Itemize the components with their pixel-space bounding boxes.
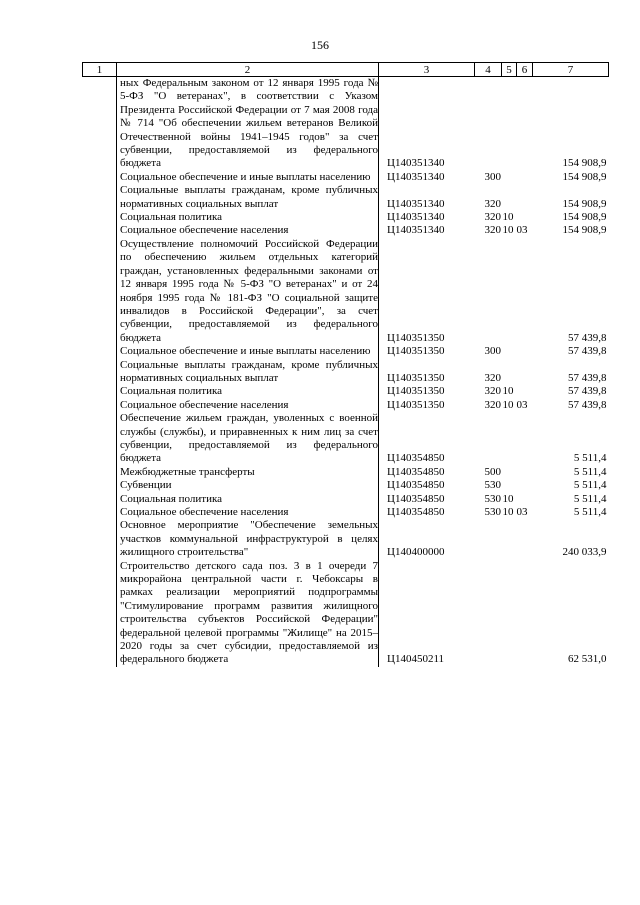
table-row (83, 519, 609, 559)
table-row (83, 506, 609, 519)
column-header: 5 (502, 63, 517, 77)
cell-amount: 5 511,4 (573, 506, 607, 518)
cell-name: Социальная политика (117, 493, 379, 506)
cell-target-article: Ц140354850 (387, 479, 445, 492)
cell-amount: 57 439,8 (568, 331, 607, 344)
cell-subsection (517, 466, 533, 479)
column-header: 2 (117, 63, 379, 77)
cell-section (502, 466, 517, 479)
column-header: 1 (83, 63, 117, 77)
table-row (83, 184, 609, 211)
cell-expense-type: 530 (484, 506, 501, 518)
cell-expense-type: 320 (484, 211, 501, 224)
cell-expense-type: 320 (484, 197, 501, 210)
cell-amount: 5 511,4 (573, 465, 607, 478)
cell-amount: 5 511,4 (573, 492, 607, 505)
column-header: 3 (379, 63, 475, 77)
cell-number (83, 171, 117, 184)
cell-number (83, 519, 117, 559)
cell-expense-type: 320 (484, 224, 501, 237)
cell-subsection (517, 560, 533, 667)
cell-expense-type: 530 (484, 492, 501, 505)
cell-subsection (517, 385, 533, 398)
cell-subsection (517, 479, 533, 492)
cell-expense-type (475, 238, 502, 345)
cell-name: Межбюджетные трансферты (117, 466, 379, 479)
cell-number (83, 224, 117, 237)
cell-amount: 154 908,9 (562, 197, 607, 210)
cell-target-article: Ц140351350 (387, 371, 445, 384)
cell-expense-type (475, 560, 502, 667)
cell-number (83, 345, 117, 358)
cell-section: 10 (502, 224, 514, 237)
header-row (83, 63, 609, 77)
table-row (83, 399, 609, 412)
cell-subsection (517, 412, 533, 466)
table-row (83, 359, 609, 386)
cell-expense-type: 320 (484, 398, 501, 411)
budget-table (82, 62, 609, 667)
cell-section: 10 (502, 211, 514, 224)
cell-section: 10 (502, 385, 514, 398)
cell-name: Социальное обеспечение и иные выплаты населению (117, 171, 379, 184)
cell-amount: 57 439,8 (568, 345, 607, 358)
cell-target-article: Ц140400000 (387, 546, 445, 559)
cell-name: Субвенции (117, 479, 379, 492)
cell-number (83, 359, 117, 386)
cell-name: Социальное обеспечение населения (117, 224, 379, 237)
cell-target-article: Ц140354850 (387, 506, 445, 518)
table-row (83, 385, 609, 398)
cell-number (83, 211, 117, 224)
cell-amount: 5 511,4 (573, 452, 607, 465)
cell-target-article: Ц140351350 (387, 385, 445, 398)
cell-expense-type (475, 519, 502, 559)
cell-name: Осуществление полномочий Российской Федерации по обеспечению жильем отдельных категорий граждан, установленных федеральными законами от 12 января 1995 года № 5-ФЗ "О ветеранах" и от 24 ноября 1995 года № 181-ФЗ "О социальной защите инвалидов в Российской Федерации", за счет субвенции, предоставляемой из федерального бюджета (117, 238, 379, 345)
cell-subsection (517, 171, 533, 184)
table-row (83, 412, 609, 466)
cell-subsection (517, 345, 533, 358)
cell-subsection (517, 211, 533, 224)
cell-section (502, 479, 517, 492)
cell-section (502, 359, 517, 386)
cell-section: 10 (502, 398, 514, 411)
cell-target-article: Ц140351350 (387, 331, 445, 344)
cell-section (502, 345, 517, 358)
table-body (83, 77, 609, 667)
table-row (83, 345, 609, 358)
cell-amount: 154 908,9 (562, 211, 607, 224)
cell-section (502, 238, 517, 345)
cell-expense-type: 320 (484, 371, 501, 384)
cell-expense-type: 300 (484, 345, 501, 358)
cell-expense-type (475, 412, 502, 466)
column-header: 4 (475, 63, 502, 77)
cell-number (83, 385, 117, 398)
cell-subsection: 03 (516, 224, 528, 237)
table-row (83, 560, 609, 667)
column-header: 7 (533, 63, 609, 77)
cell-amount: 154 908,9 (562, 157, 607, 170)
cell-amount: 154 908,9 (562, 224, 607, 237)
cell-target-article: Ц140351340 (387, 197, 445, 210)
cell-amount: 240 033,9 (562, 546, 607, 559)
cell-name: Обеспечение жильем граждан, уволенных с военной службы (службы), и приравненных к ним лиц за счет субвенции, предоставляемой из федерального бюджета (117, 412, 379, 466)
cell-target-article: Ц140354850 (387, 465, 445, 478)
page-number: 156 (311, 38, 329, 52)
cell-target-article: Ц140351350 (387, 398, 445, 411)
cell-number (83, 412, 117, 466)
cell-section (502, 171, 517, 184)
cell-name: ных Федеральным законом от 12 января 1995 года № 5-ФЗ "О ветеранах", в соответствии с Указом Президента Российской Федерации от 7 мая 2008 года № 714 "Об обеспечении жильем ветеранов Великой Отечественной войны 1941–1945 годов" за счет субвенции, предоставляемой из федерального бюджета (117, 77, 379, 171)
cell-target-article: Ц140354850 (387, 492, 445, 505)
cell-name: Социальные выплаты гражданам, кроме публичных нормативных социальных выплат (117, 359, 379, 386)
cell-amount: 154 908,9 (562, 170, 607, 183)
table-row (83, 211, 609, 224)
cell-subsection (517, 493, 533, 506)
cell-section: 10 (502, 506, 514, 518)
cell-target-article: Ц140450211 (387, 653, 445, 666)
cell-amount: 57 439,8 (568, 385, 607, 398)
cell-expense-type: 500 (484, 465, 501, 478)
cell-name: Социальное обеспечение населения (117, 506, 379, 519)
cell-target-article: Ц140351340 (387, 170, 445, 183)
cell-section: 10 (502, 492, 514, 505)
cell-amount: 57 439,8 (568, 371, 607, 384)
cell-amount: 57 439,8 (568, 398, 607, 411)
cell-subsection (517, 77, 533, 171)
cell-target-article: Ц140351340 (387, 224, 445, 237)
table-row (83, 466, 609, 479)
cell-name: Социальное обеспечение населения (117, 399, 379, 412)
table-row (83, 171, 609, 184)
cell-number (83, 184, 117, 211)
cell-subsection: 03 (516, 398, 528, 411)
cell-number (83, 493, 117, 506)
cell-expense-type: 300 (484, 170, 501, 183)
cell-section (502, 519, 517, 559)
cell-name: Социальная политика (117, 385, 379, 398)
table-row (83, 224, 609, 237)
cell-number (83, 238, 117, 345)
cell-name: Основное мероприятие "Обеспечение земельных участков коммунальной инфраструктурой в целях жилищного строительства" (117, 519, 379, 559)
cell-amount: 62 531,0 (568, 653, 607, 666)
cell-name: Социальное обеспечение и иные выплаты населению (117, 345, 379, 358)
cell-number (83, 77, 117, 171)
cell-name: Социальные выплаты гражданам, кроме публичных нормативных социальных выплат (117, 184, 379, 211)
cell-subsection (517, 359, 533, 386)
cell-subsection (517, 184, 533, 211)
cell-section (502, 412, 517, 466)
cell-expense-type: 320 (484, 385, 501, 398)
table-row (83, 77, 609, 171)
cell-target-article: Ц140351350 (387, 345, 445, 358)
cell-subsection (517, 238, 533, 345)
cell-number (83, 506, 117, 519)
cell-amount: 5 511,4 (573, 479, 607, 492)
cell-number (83, 560, 117, 667)
table-row (83, 238, 609, 345)
cell-subsection (517, 519, 533, 559)
cell-target-article: Ц140354850 (387, 452, 445, 465)
cell-expense-type: 530 (484, 479, 501, 492)
cell-section (502, 77, 517, 171)
cell-number (83, 466, 117, 479)
cell-number (83, 479, 117, 492)
cell-section (502, 560, 517, 667)
column-header: 6 (517, 63, 533, 77)
cell-section (502, 184, 517, 211)
cell-number (83, 399, 117, 412)
table-row (83, 479, 609, 492)
cell-name: Строительство детского сада поз. 3 в 1 очереди 7 микрорайона центральной части г. Чебоксары в рамках реализации мероприятий подпрограммы "Стимулирование программ развития жилищного строительства субъектов Российской Федерации" федеральной целевой программы "Жилище" на 2015–2020 годы за счет субсидии, предоставляемой из федерального бюджета (117, 560, 379, 667)
cell-target-article: Ц140351340 (387, 211, 445, 224)
cell-expense-type (475, 77, 502, 171)
cell-name: Социальная политика (117, 211, 379, 224)
cell-subsection: 03 (516, 506, 528, 518)
cell-target-article: Ц140351340 (387, 157, 445, 170)
table-row (83, 493, 609, 506)
